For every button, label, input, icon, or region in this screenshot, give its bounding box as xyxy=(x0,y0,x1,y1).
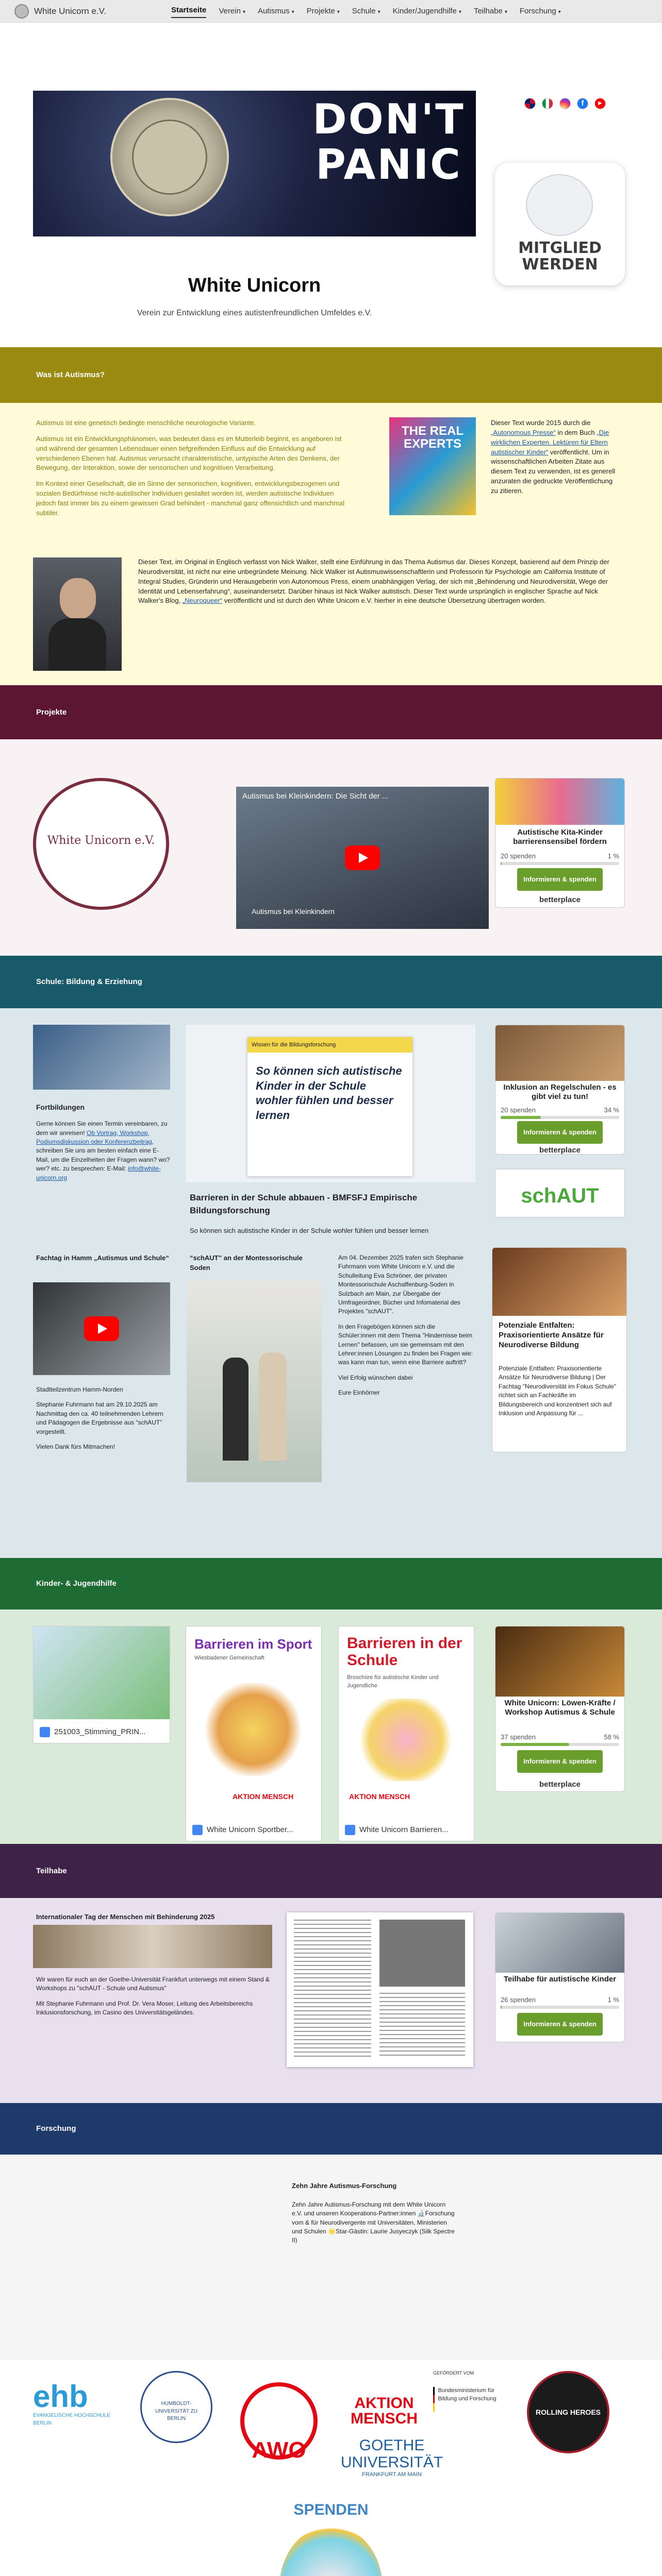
paragraph: Autismus ist ein Entwicklungsphänomen, was bedeutet dass es im Mutterleib beginnt, es angeboren ist und während der gesamten Lebensdauer einen tiefgreifenden Einfluss auf die Entwicklung auf verschiedenen Ebenen hat. Autismus verursacht charakteristische, untypische Arten des Denkens, der Bewegung, der Interaktion, sowie der sensorischen und kognitiven Verarbeitung. xyxy=(36,434,342,472)
file-label xyxy=(40,1726,146,1738)
donation-percent: 58 % xyxy=(604,1733,619,1741)
unicorn-icon xyxy=(526,174,593,236)
unicorn-heart-icon xyxy=(279,2526,383,2576)
awo-logo[interactable] xyxy=(236,2382,322,2465)
text: veröffentlicht und ist durch den White Unicorn e.V. hierher in eine deutsche Übersetzung übertragen worden. xyxy=(222,597,546,605)
potenziale-card[interactable] xyxy=(492,1247,627,1452)
fachtag-text xyxy=(36,1385,170,1458)
section-autismus xyxy=(0,403,662,685)
poster-subtitle: Wiesbadener Gemeinschaft xyxy=(194,1655,264,1661)
bmfsfj-text xyxy=(190,1192,468,1236)
betterplace-widget-teilhabe xyxy=(495,1912,625,2042)
fachtag-block xyxy=(36,1253,170,1268)
youtube-video-embed[interactable] xyxy=(236,787,489,929)
member-line: WERDEN xyxy=(522,255,598,274)
section-title: Teilhabe xyxy=(36,1866,67,1875)
dont-panic-banner xyxy=(33,91,476,236)
logo-text: GOETHE UNIVERSITÄT xyxy=(340,2437,443,2471)
member-label xyxy=(495,240,625,273)
card-text: Potenziale Entfalten: Praxisorientierte Ansätze für Neurodiverse Bildung | Der Fachtag "Neurodiversität im Fokus Schule" richtet sich an Fachkräfte im Bildungsbereich und konzentriert sich auf Inklusion und Anpassung für ... xyxy=(499,1365,616,1417)
unicorn-logo-icon xyxy=(14,4,29,19)
file-label xyxy=(192,1824,293,1836)
section-band-projekte xyxy=(0,685,662,739)
forschung-text: Zehn Jahre Autismus-Forschung mit dem White Unicorn e.V. und unseren Kooperations-Partner:innen 🔬Forschung vom & für Neurodivergente mit Universitäten, Ministerien und Schulen 🌟Star-Gästin: Laurie Jusyeczyk (Silk Spectre II) xyxy=(292,2200,455,2244)
soden-photo xyxy=(187,1280,322,1482)
chevron-down-icon: ▾ xyxy=(337,9,340,15)
block-title: “schAUT” an der Montessorischule Soden xyxy=(190,1254,303,1272)
galaxy-emblem-image xyxy=(110,98,229,216)
betterplace-widget-loewen xyxy=(495,1626,625,1792)
newspaper-clipping xyxy=(287,1912,473,2067)
schaut-logo[interactable] xyxy=(495,1169,625,1217)
section-kinder xyxy=(0,1609,662,1844)
video-caption: Autismus bei Kleinkindern xyxy=(252,907,335,916)
banner-text xyxy=(306,97,471,188)
widget-stats xyxy=(501,1995,619,2005)
aktion-mensch-logo: AKTION MENSCH xyxy=(349,1792,410,1801)
block-title: Internationaler Tag der Menschen mit Behinderung 2025 xyxy=(36,1913,215,1921)
donation-count: 37 spenden xyxy=(501,1733,536,1741)
section-forschung xyxy=(0,2155,662,2360)
language-social-icons xyxy=(524,98,606,109)
widget-title: White Unicorn: Löwen-Kräfte / Workshop Autismus & Schule xyxy=(504,1699,616,1717)
betterplace-widget-inklusion xyxy=(495,1025,625,1155)
text: Dieser Text wurde 2015 durch die xyxy=(491,419,591,427)
section-band-forschung xyxy=(0,2103,662,2155)
goethe-logo[interactable] xyxy=(340,2437,443,2479)
book-cover-image xyxy=(389,417,476,515)
paragraph: Autismus ist eine genetisch bedingte menschliche neurologische Variante. xyxy=(36,419,256,427)
bmfsfj-subtitle: So können sich autistische Kinder in der Schule wohler fühlen und besser lernen xyxy=(190,1227,429,1235)
logo-text: ehb xyxy=(33,2379,88,2414)
block-title: Fachtag in Hamm „Autismus und Schule“ xyxy=(36,1254,169,1262)
soden-heading xyxy=(190,1253,319,1273)
card-kicker: Wissen für die Bildungsforschung xyxy=(247,1037,412,1053)
tag-photo xyxy=(33,1925,272,1968)
paragraph: Im Kontext einer Gesellschaft, die im Sinne der sensorischen, kognitiven, entwicklungsbezogenen und sozialen Bedürfnisse nicht-autistischer Individuen gestaltet worden ist, werden autistische Individuen jedoch fast immer bis zu einem gewissen Grad behindert - manchmal ganz offensichtlich und manchmal subtiler. xyxy=(36,480,345,517)
text: Dieser Text, im Original in Englisch verfasst von Nick Walker, stellt eine Einführung in das Thema Autismus dar. Dieses Konzept, basierend auf dem Prinzip der Neurodiversität, ist nicht nur eine unbegründete Meinung. Nick Walker ist Autismuswissenschaftlerin und Professorin für Psychologie am California Institute of Integral Studies, Gründerin und Herausgeberin von Autonomous Press, einem unabhängigen Verlag, der sich mit „Behinderung und Neurodiversität, Wege der Identität und Lebenserfahrung“, auseinandersetzt. Darüber hinaus ist Nick Walker autistisch. Dieser Text wurde ursprünglich in englischer Sprache auf Nick Walker's Blog, xyxy=(138,558,609,605)
donate-button[interactable]: Informieren & spenden xyxy=(517,1750,603,1773)
banner-line: DON'T xyxy=(312,95,465,143)
paragraph: Vielen Dank fürs Mitmachen! xyxy=(36,1443,115,1450)
text: Gerne können Sie einen Termin vereinbaren, zu dem wir anreisen! xyxy=(36,1120,168,1137)
donation-progress xyxy=(501,862,619,865)
chevron-down-icon: ▾ xyxy=(377,9,380,15)
donation-count: 20 spenden xyxy=(501,852,536,860)
section-schule xyxy=(0,1008,662,1558)
nav-item-autismus[interactable] xyxy=(258,6,294,17)
google-drive-icon xyxy=(345,1825,355,1835)
fortbildungen-block xyxy=(36,1102,170,1182)
donation-progress xyxy=(501,1116,619,1119)
aktion-mensch-logo[interactable] xyxy=(340,2396,428,2427)
chevron-down-icon: ▾ xyxy=(558,9,561,15)
nav-item-startseite[interactable] xyxy=(171,5,206,18)
paragraph: Eure Einhörner xyxy=(338,1389,380,1397)
event-types-link[interactable]: Ob Vortrag, Workshop, Podiumsdiskussion oder Konferenzbeitrag xyxy=(36,1129,152,1146)
logo-text: HUMBOLDT-UNIVERSITÄT ZU BERLIN xyxy=(155,2401,198,2421)
donate-button[interactable]: Informieren & spenden xyxy=(517,868,603,891)
block-title: Fortbildungen xyxy=(36,1103,85,1111)
section-title: Kinder- & Jugendhilfe xyxy=(36,1579,117,1588)
card-title: Potenziale Entfalten: Praxisorientierte Ansätze für Neurodiverse Bildung xyxy=(499,1321,604,1349)
drive-file-barrieren[interactable] xyxy=(338,1626,474,1841)
section-teilhabe xyxy=(0,1898,662,2103)
logo-text: AKTION MENSCH xyxy=(350,2395,418,2427)
betterplace-logo: betterplace xyxy=(539,1780,581,1789)
donation-progress xyxy=(501,2006,619,2009)
widget-stats xyxy=(501,1106,619,1115)
section-projekte xyxy=(0,739,662,956)
widget-title: Inklusion an Regelschulen - es gibt viel zu tun! xyxy=(503,1083,617,1101)
section-band-schule xyxy=(0,956,662,1008)
nav-item-forschung[interactable] xyxy=(520,6,561,17)
youtube-icon[interactable]: ▶ xyxy=(594,98,606,109)
card-headline: So können sich autistische Kinder in der Schule wohler fühlen und besser lernen xyxy=(256,1064,402,1122)
nav-label: Forschung xyxy=(519,7,556,16)
betterplace-logo: betterplace xyxy=(539,1146,581,1155)
widget-title: Teilhabe für autistische Kinder xyxy=(503,1975,617,1984)
logo-text: ROLLING HEROES xyxy=(535,2408,601,2416)
chevron-down-icon: ▾ xyxy=(291,9,294,15)
nav-menu xyxy=(171,0,561,23)
paragraph: Wir waren für euch an der Goethe-Universität Frankfurt unterwegs mit einem Stand & Workshops zu "schAUT - Schule und Autismus" xyxy=(36,1976,270,1992)
chevron-down-icon: ▾ xyxy=(504,9,507,15)
forschung-block xyxy=(292,2181,457,2245)
book-link[interactable]: „Die wirklichen Experten. Lektüren für Eltern autistischer Kinder“ xyxy=(491,428,609,456)
section-title: Schule: Bildung & Erziehung xyxy=(36,977,142,987)
flag-it-icon[interactable] xyxy=(542,98,553,109)
book-description xyxy=(491,418,620,496)
site-name[interactable]: White Unicorn e.V. xyxy=(34,6,107,16)
schaut-logo-text: schAUT xyxy=(521,1184,599,1207)
spenden-badge[interactable] xyxy=(264,2499,398,2576)
logo-subtext: FRANKFURT AM MAIN xyxy=(362,2471,422,2478)
page-subtitle: Verein zur Entwicklung eines autistenfreundlichen Umfeldes e.V. xyxy=(137,309,372,317)
spenden-label: SPENDEN xyxy=(293,2501,369,2518)
soden-text xyxy=(338,1253,473,1403)
file-name: White Unicorn Barrieren... xyxy=(359,1825,449,1835)
humboldt-logo[interactable] xyxy=(140,2371,212,2443)
donation-percent: 1 % xyxy=(607,852,619,860)
donation-count: 26 spenden xyxy=(501,1996,536,2004)
poster-title: Barrieren im Sport xyxy=(194,1636,312,1652)
section-band-teilhabe xyxy=(0,1844,662,1898)
bmbf-logo[interactable] xyxy=(433,2370,505,2412)
play-icon[interactable] xyxy=(84,1316,119,1341)
betterplace-logo: betterplace xyxy=(539,895,581,904)
file-name: White Unicorn Sportber... xyxy=(207,1825,293,1835)
donate-button[interactable]: Informieren & spenden xyxy=(517,2013,603,2036)
paragraph: Mit Stephanie Fuhrmann und Prof. Dr. Vera Moser, Leitung des Arbeitsbereichs Inklusionsforschung, im Casino des Universitätsgeländes. xyxy=(36,1999,253,2016)
nav-item-verein[interactable] xyxy=(219,6,245,17)
chevron-down-icon: ▾ xyxy=(458,9,461,15)
drive-file-stimming[interactable] xyxy=(33,1626,170,1743)
fortbildungen-photo xyxy=(33,1025,170,1090)
donation-percent: 34 % xyxy=(604,1106,619,1114)
poster-subtitle: Broschüre für autistische Kinder und Jugendliche xyxy=(347,1674,439,1689)
paragraph: In den Fragebögen können sich die Schüler:innen mit dem Thema "Hindernisse beim Lernen" befassen, um sie gemeinsam mit den Lehrer:innen Lösungen zu finden bei Fragen wie: was kann man tun, wenn eine Barriere auftritt? xyxy=(338,1323,473,1366)
poster-title: Barrieren in der Schule xyxy=(347,1635,462,1669)
nav-label: Startseite xyxy=(171,6,207,15)
email-link[interactable]: info@white-unicorn.org xyxy=(36,1165,161,1181)
book-title: THE REAL EXPERTS xyxy=(402,424,464,451)
logo-subtext: EVANGELISCHE HOCHSCHULE BERLIN xyxy=(33,2413,110,2426)
autonomous-press-link[interactable]: „Autonomous Presse“ xyxy=(491,428,556,436)
bmfsfj-title[interactable]: Barrieren in der Schule abbauen - BMFSFJ Empirische Bildungsforschung xyxy=(190,1193,418,1215)
rolling-heroes-badge[interactable] xyxy=(527,2371,609,2453)
section-band-kinder xyxy=(0,1558,662,1609)
member-button[interactable] xyxy=(495,163,625,285)
section-band-autismus xyxy=(0,347,662,403)
paragraph: Stadtteilzentrum Hamm-Norden xyxy=(36,1386,123,1393)
text: , schreiben Sie uns am besten einfach eine E-Mail, um die Einzelheiten der Fragen wann? wo? wer? etc. zu besprechen: E-Mail: xyxy=(36,1138,170,1173)
file-label xyxy=(345,1824,449,1836)
nav-label: Teilhabe xyxy=(473,7,503,16)
paragraph: Am 04. Dezember 2025 trafen sich Stephanie Fuhrmann vom White Unicorn e.V. und die Schulleitung Eva Schröner, der privaten Montessorischule Aschaffenburg-Soden in Sulzbach am Main, zur Übergabe der Umfrageordner, Bücher und Infomaterial des Projektes “schAUT”. xyxy=(338,1254,464,1315)
site-logo[interactable] xyxy=(14,4,106,19)
hero-section xyxy=(0,23,662,347)
nav-label: Autismus xyxy=(257,7,290,16)
logo-kicker: GEFÖRDERT VOM xyxy=(433,2370,474,2376)
nav-label: Verein xyxy=(219,7,241,16)
google-drive-icon xyxy=(40,1727,50,1737)
page-title: White Unicorn xyxy=(188,275,321,296)
donate-button[interactable]: Informieren & spenden xyxy=(517,1121,603,1144)
video-title: Autismus bei Kleinkindern: Die Sicht der ... xyxy=(242,792,389,801)
nick-walker-photo xyxy=(33,557,122,671)
file-name: 251003_Stimming_PRIN... xyxy=(54,1727,146,1737)
logo-text: AWO xyxy=(252,2437,306,2463)
nav-label: Projekte xyxy=(306,7,335,16)
widget-title: Autistische Kita-Kinder barrierensensibel fördern xyxy=(513,828,607,846)
donation-percent: 1 % xyxy=(607,1996,619,2004)
text: veröffentlicht. Um in wissenschaftlichen Arbeiten Zitate aus diesem Text zu verwenden, ist es generell anzuraten die gedruckte Veröffentlichung zu zitieren. xyxy=(491,448,616,495)
flag-uk-icon[interactable] xyxy=(524,98,536,109)
play-icon[interactable] xyxy=(345,845,380,870)
neuroqueer-link[interactable]: „Neuroqueer“ xyxy=(182,597,223,605)
nav-item-kinder-jugendhilfe[interactable] xyxy=(393,6,461,17)
walker-description xyxy=(138,557,622,606)
paragraph: Stephanie Fuhrmann hat am 29.10.2025 am Nachmittag den ca. 40 teilnehmenden Lehrern und Pädagogen die Ergebnisse aus “schAUT” vorgestellt. xyxy=(36,1401,163,1435)
partner-logos-section xyxy=(0,2360,662,2576)
paragraph: Viel Erfolg wünschen dabei xyxy=(338,1374,413,1381)
banner-line: PANIC xyxy=(316,141,462,189)
potenziale-image xyxy=(492,1248,626,1316)
block-title: Zehn Jahre Autismus-Forschung xyxy=(292,2182,397,2190)
member-line: MITGLIED xyxy=(518,239,602,257)
bmfsfj-card-image[interactable] xyxy=(186,1025,475,1182)
text: in dem Buch xyxy=(555,428,597,436)
facebook-icon[interactable]: f xyxy=(577,98,588,109)
white-unicorn-stamp-logo xyxy=(33,778,169,910)
tag-heading xyxy=(36,1912,273,1922)
widget-stats xyxy=(501,852,619,861)
nav-item-projekte[interactable] xyxy=(307,6,340,17)
google-drive-icon xyxy=(192,1825,203,1835)
instagram-icon[interactable] xyxy=(559,98,571,109)
betterplace-widget-kita xyxy=(495,778,625,908)
drive-file-sport[interactable] xyxy=(186,1626,322,1841)
widget-stats xyxy=(501,1733,619,1742)
stamp-text: White Unicorn e.V. xyxy=(47,834,155,847)
donation-progress xyxy=(501,1743,619,1746)
nav-item-teilhabe[interactable] xyxy=(474,6,507,17)
ehb-logo[interactable] xyxy=(33,2381,124,2427)
section-title: Forschung xyxy=(36,2124,76,2133)
chevron-down-icon: ▾ xyxy=(242,9,245,15)
logo-text: Bundesministerium für Bildung und Forschung xyxy=(438,2387,496,2402)
section-title: Was ist Autismus? xyxy=(36,370,105,380)
nav-label: Kinder/Jugendhilfe xyxy=(392,7,457,16)
section-title: Projekte xyxy=(36,707,67,717)
nav-label: Schule xyxy=(352,7,376,16)
aktion-mensch-logo: AKTION MENSCH xyxy=(233,1792,294,1801)
nav-item-schule[interactable] xyxy=(352,6,380,17)
tag-text xyxy=(36,1975,273,2024)
donation-count: 20 spenden xyxy=(501,1106,536,1114)
fachtag-video[interactable] xyxy=(33,1282,170,1375)
top-navigation xyxy=(0,0,662,23)
autism-intro xyxy=(36,418,345,524)
